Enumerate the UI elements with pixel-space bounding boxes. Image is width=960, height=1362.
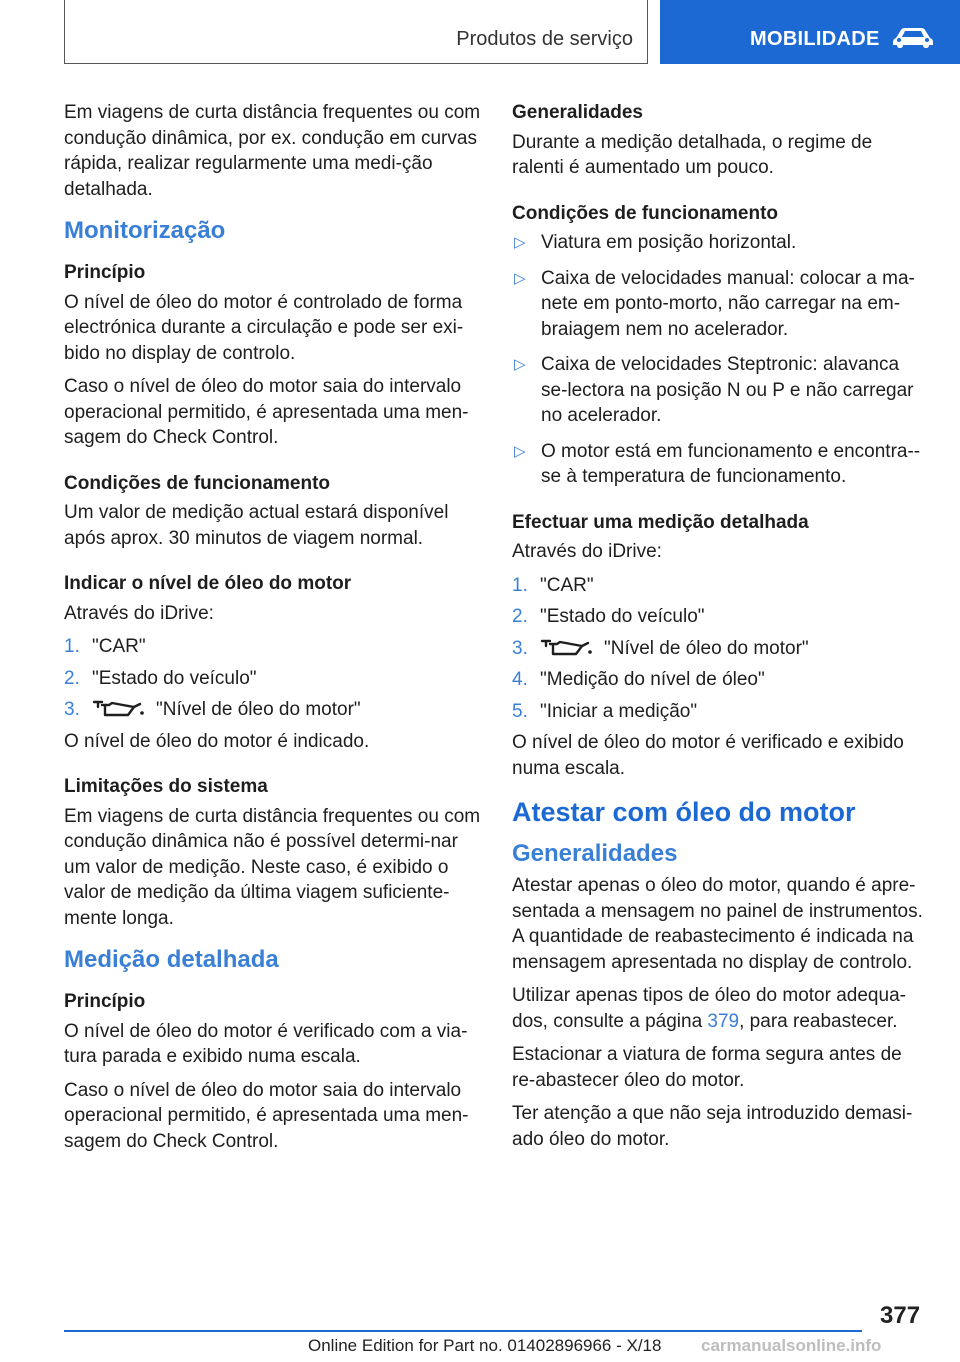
chapter-tab [660, 0, 960, 64]
list-item: 3. "Nível de óleo do motor" [512, 637, 809, 659]
perform-result: O nível de óleo do motor é verificado e exibido numa escala. [512, 732, 904, 779]
list-item: 5. "Iniciar a medição" [512, 700, 698, 722]
limits-paragraph: Em viagens de curta distância frequentes ou com condução dinâmica não é possível determi-nar um valor de medição. Neste caso, é exibido o valor de medição da última viagem suficiente-mente longa. [64, 805, 481, 929]
page-link[interactable]: 379 [707, 1010, 740, 1032]
conditions-paragraph: Um valor de medição actual estará disponível após aprox. 30 minutos de viagem normal. [64, 502, 449, 549]
principle-paragraph-1: O nível de óleo do motor é controlado de forma electrónica durante a circulação e pode ser exi-bido no display de controlo. [64, 291, 464, 364]
section-label: Produtos de serviço [456, 28, 633, 50]
bullet-icon: ▷ [514, 234, 526, 251]
detail-heading: Medição detalhada [64, 946, 279, 973]
limits-heading: Limitações do sistema [64, 776, 268, 797]
bullet-icon: ▷ [514, 442, 526, 460]
topup-paragraph-4: Ter atenção a que não seja introduzido demasi-ado óleo do motor. [512, 1103, 913, 1150]
page-header [0, 0, 960, 64]
general-paragraph: Durante a medição detalhada, o regime de ralenti é aumentado um pouco. [512, 131, 873, 178]
chapter-label: MOBILIDADE [750, 28, 880, 50]
topup-paragraph-3: Estacionar a viatura de forma segura antes de re-abastecer óleo do motor. [512, 1044, 902, 1091]
topup-general-heading: Generalidades [512, 840, 678, 867]
edition-text: Online Edition for Part no. 01402896966 - X/18 [308, 1336, 662, 1355]
principle-heading: Princípio [64, 262, 146, 283]
general-heading: Generalidades [512, 102, 643, 123]
perform-via: Através do iDrive: [512, 541, 662, 562]
list-item: 1. "CAR" [64, 636, 146, 657]
detail-paragraph-1: O nível de óleo do motor é verificado com a via-tura parada e exibido numa escala. [64, 1020, 468, 1067]
watermark-text: carmanualsonline.info [701, 1336, 882, 1355]
topup-paragraph-2: Utilizar apenas tipos de óleo do motor adequa-dos, consulte a página 379, para reabastecer. [512, 985, 906, 1032]
indicate-result: O nível de óleo do motor é indicado. [64, 730, 370, 752]
section-tab [64, 0, 648, 64]
list-item: 2. "Estado do veículo" [64, 667, 257, 689]
list-item: ▷ O motor está em funcionamento e encontra--se à temperatura de funcionamento. [514, 440, 921, 487]
detail-principle-heading: Princípio [64, 991, 146, 1012]
principle-paragraph-2: Caso o nível de óleo do motor saia do intervalo operacional permitido, é apresentada uma men-sagem do Check Control. [64, 376, 469, 448]
list-item: 3. "Nível de óleo do motor" [64, 699, 361, 720]
indicate-heading: Indicar o nível de óleo do motor [64, 573, 352, 594]
conditions-heading: Condições de funcionamento [64, 472, 331, 494]
bullet-icon: ▷ [514, 269, 526, 287]
monitor-heading: Monitorização [64, 217, 226, 244]
list-item: ▷ Caixa de velocidades Steptronic: alavanca se-lectora na posição N ou P e não carregar no acelerador. [514, 354, 914, 426]
footer-divider [64, 1330, 862, 1332]
list-item: ▷ Viatura em posição horizontal. [512, 230, 928, 256]
list-item: 2. "Estado do veículo" [512, 606, 705, 627]
topup-heading: Atestar com óleo do motor [512, 797, 856, 827]
bullet-icon: ▷ [514, 356, 526, 373]
perform-heading: Efectuar uma medição detalhada [512, 511, 809, 533]
right-column [512, 100, 928, 1160]
list-item: ▷ Caixa de velocidades manual: colocar a ma-nete em ponto-morto, não carregar na em-braiagem nem no acelerador. [514, 267, 915, 340]
page-number: 377 [880, 1302, 921, 1329]
oil-can-icon [540, 637, 594, 657]
detail-paragraph-2: Caso o nível de óleo do motor saia do intervalo operacional permitido, é apresentada uma men-sagem do Check Control. [64, 1079, 469, 1152]
list-item: 4. "Medição do nível de óleo" [512, 669, 765, 690]
oil-can-icon [92, 698, 146, 718]
indicate-via: Através do iDrive: [64, 602, 214, 624]
list-item: 1. "CAR" [512, 574, 594, 596]
conditions-heading: Condições de funcionamento [512, 202, 779, 224]
topup-paragraph-1: Atestar apenas o óleo do motor, quando é apre-sentada a mensagem no painel de instrumentos. A quantidade de reabastecimento é indicada na mensagem apresentada no display de controlo. [512, 875, 923, 973]
left-column [64, 100, 484, 1162]
intro-paragraph: Em viagens de curta distância frequentes ou com condução dinâmica, por ex. condução em curvas rápida, realizar regularmente uma medi-ção detalhada. [64, 102, 481, 200]
car-icon [892, 26, 934, 48]
